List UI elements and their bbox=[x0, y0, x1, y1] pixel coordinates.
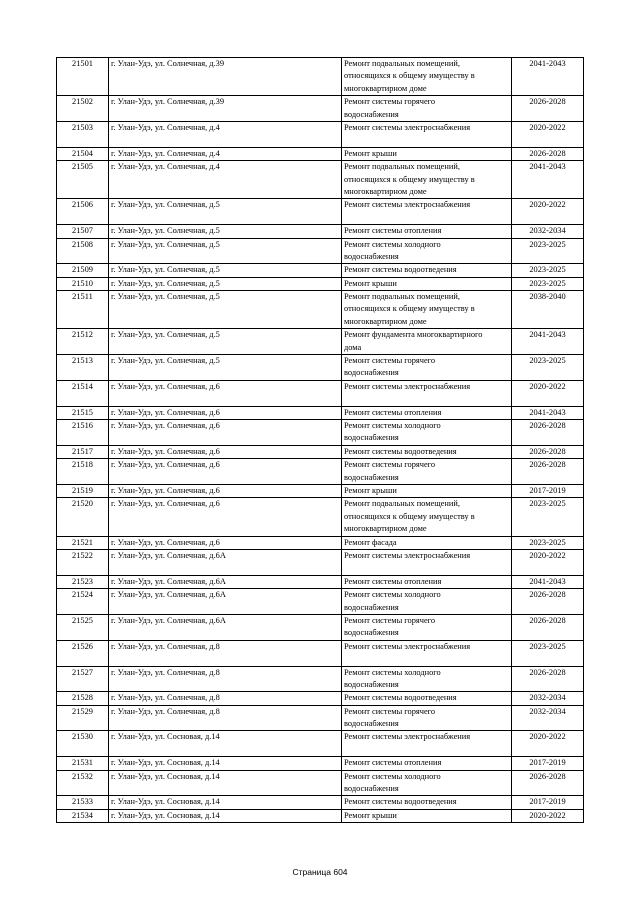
period-cell: 2023-2025 bbox=[512, 264, 584, 277]
table-row bbox=[57, 757, 584, 770]
period-cell: 2020-2022 bbox=[512, 731, 584, 757]
address-cell: г. Улан-Удэ, ул. Солнечная, д.5 bbox=[109, 291, 342, 329]
row-number-cell: 21504 bbox=[57, 147, 109, 160]
address-cell: г. Улан-Удэ, ул. Сосновая, д.14 bbox=[109, 757, 342, 770]
table-row bbox=[57, 575, 584, 588]
address-cell: г. Улан-Удэ, ул. Солнечная, д.5 bbox=[109, 225, 342, 238]
row-number-cell: 21528 bbox=[57, 692, 109, 705]
address-cell: г. Улан-Удэ, ул. Солнечная, д.6 bbox=[109, 406, 342, 419]
work-type-cell bbox=[342, 445, 512, 458]
work-type-line: Ремонт системы горячего bbox=[344, 615, 436, 625]
period-cell: 2041-2043 bbox=[512, 329, 584, 355]
work-type-line: водоснабжения bbox=[344, 628, 399, 638]
table-row bbox=[57, 96, 584, 122]
table-row bbox=[57, 121, 584, 147]
row-number-cell: 21507 bbox=[57, 225, 109, 238]
work-type-line: водоснабжения bbox=[344, 109, 399, 119]
address-cell: г. Улан-Удэ, ул. Солнечная, д.6А bbox=[109, 575, 342, 588]
work-type-line: водоснабжения bbox=[344, 602, 399, 612]
work-type-cell bbox=[342, 238, 512, 264]
table-row bbox=[57, 640, 584, 666]
work-type-line: многоквартирном доме bbox=[344, 186, 427, 196]
work-type-line: относящихся к общему имуществу в bbox=[344, 174, 475, 184]
work-type-line: Ремонт системы электроснабжения bbox=[344, 732, 471, 742]
work-type-cell bbox=[342, 614, 512, 640]
work-type-line: Ремонт системы отопления bbox=[344, 758, 442, 768]
period-cell: 2026-2028 bbox=[512, 459, 584, 485]
work-type-line: водоснабжения bbox=[344, 784, 399, 794]
work-type-cell bbox=[342, 329, 512, 355]
work-type-line: Ремонт системы отопления bbox=[344, 576, 442, 586]
work-type-line: Ремонт системы отопления bbox=[344, 407, 442, 417]
work-type-line: водоснабжения bbox=[344, 433, 399, 443]
row-number-cell: 21534 bbox=[57, 809, 109, 822]
work-type-cell bbox=[342, 549, 512, 575]
row-number-cell: 21509 bbox=[57, 264, 109, 277]
row-number-cell: 21505 bbox=[57, 161, 109, 199]
work-type-cell bbox=[342, 355, 512, 381]
work-type-line: Ремонт системы горячего bbox=[344, 706, 436, 716]
period-cell: 2041-2043 bbox=[512, 58, 584, 96]
work-type-line bbox=[344, 212, 509, 224]
period-cell: 2041-2043 bbox=[512, 406, 584, 419]
work-type-line: многоквартирном доме bbox=[344, 524, 427, 534]
period-cell: 2023-2025 bbox=[512, 355, 584, 381]
address-cell: г. Улан-Удэ, ул. Солнечная, д.6А bbox=[109, 614, 342, 640]
work-type-line: относящихся к общему имуществу в bbox=[344, 304, 475, 314]
table-row bbox=[57, 809, 584, 822]
work-type-line bbox=[344, 134, 509, 146]
table-row bbox=[57, 225, 584, 238]
work-type-line: Ремонт системы холодного bbox=[344, 421, 441, 431]
work-type-cell bbox=[342, 58, 512, 96]
period-cell: 2020-2022 bbox=[512, 549, 584, 575]
address-cell: г. Улан-Удэ, ул. Солнечная, д.4 bbox=[109, 121, 342, 147]
row-number-cell: 21519 bbox=[57, 484, 109, 497]
table-row bbox=[57, 484, 584, 497]
work-type-line: водоснабжения bbox=[344, 679, 399, 689]
address-cell: г. Улан-Удэ, ул. Солнечная, д.8 bbox=[109, 640, 342, 666]
period-cell: 2038-2040 bbox=[512, 291, 584, 329]
address-cell: г. Улан-Удэ, ул. Сосновая, д.14 bbox=[109, 796, 342, 809]
row-number-cell: 21524 bbox=[57, 589, 109, 615]
address-cell: г. Улан-Удэ, ул. Сосновая, д.14 bbox=[109, 731, 342, 757]
row-number-cell: 21511 bbox=[57, 291, 109, 329]
period-cell: 2026-2028 bbox=[512, 445, 584, 458]
period-cell: 2020-2022 bbox=[512, 809, 584, 822]
address-cell: г. Улан-Удэ, ул. Солнечная, д.6 bbox=[109, 420, 342, 446]
period-cell: 2026-2028 bbox=[512, 589, 584, 615]
work-type-line: Ремонт системы электроснабжения bbox=[344, 122, 471, 132]
work-type-cell bbox=[342, 498, 512, 536]
work-type-cell bbox=[342, 731, 512, 757]
work-type-cell bbox=[342, 809, 512, 822]
period-cell: 2032-2034 bbox=[512, 225, 584, 238]
address-cell: г. Улан-Удэ, ул. Солнечная, д.5 bbox=[109, 277, 342, 290]
period-cell: 2041-2043 bbox=[512, 575, 584, 588]
work-type-line bbox=[344, 744, 509, 756]
work-type-line: водоснабжения bbox=[344, 368, 399, 378]
work-type-cell bbox=[342, 406, 512, 419]
table-row bbox=[57, 277, 584, 290]
work-type-line: относящихся к общему имуществу в bbox=[344, 71, 475, 81]
row-number-cell: 21526 bbox=[57, 640, 109, 666]
row-number-cell: 21503 bbox=[57, 121, 109, 147]
work-type-line: относящихся к общему имуществу в bbox=[344, 511, 475, 521]
table-row bbox=[57, 614, 584, 640]
row-number-cell: 21532 bbox=[57, 770, 109, 796]
address-cell: г. Улан-Удэ, ул. Солнечная, д.5 bbox=[109, 329, 342, 355]
work-type-cell bbox=[342, 589, 512, 615]
work-type-line bbox=[344, 653, 509, 665]
period-cell: 2023-2025 bbox=[512, 277, 584, 290]
work-type-line: Ремонт системы холодного bbox=[344, 771, 441, 781]
work-type-line: Ремонт подвальных помещений, bbox=[344, 59, 460, 68]
period-cell: 2023-2025 bbox=[512, 498, 584, 536]
work-type-cell bbox=[342, 666, 512, 692]
period-cell: 2020-2022 bbox=[512, 199, 584, 225]
address-cell: г. Улан-Удэ, ул. Солнечная, д.5 bbox=[109, 238, 342, 264]
row-number-cell: 21525 bbox=[57, 614, 109, 640]
row-number-cell: 21517 bbox=[57, 445, 109, 458]
work-type-cell bbox=[342, 770, 512, 796]
table-row bbox=[57, 589, 584, 615]
table-row bbox=[57, 161, 584, 199]
row-number-cell: 21522 bbox=[57, 549, 109, 575]
address-cell: г. Улан-Удэ, ул. Солнечная, д.6А bbox=[109, 589, 342, 615]
work-type-cell bbox=[342, 640, 512, 666]
period-cell: 2026-2028 bbox=[512, 147, 584, 160]
work-type-cell bbox=[342, 147, 512, 160]
table-row bbox=[57, 549, 584, 575]
work-type-line: многоквартирном доме bbox=[344, 83, 427, 93]
address-cell: г. Улан-Удэ, ул. Солнечная, д.6 bbox=[109, 445, 342, 458]
table-row bbox=[57, 380, 584, 406]
work-type-line bbox=[344, 393, 509, 405]
work-type-line: водоснабжения bbox=[344, 719, 399, 729]
work-type-cell bbox=[342, 277, 512, 290]
row-number-cell: 21515 bbox=[57, 406, 109, 419]
work-type-line: Ремонт крыши bbox=[344, 278, 397, 288]
work-type-line: многоквартирном доме bbox=[344, 316, 427, 326]
work-type-cell bbox=[342, 121, 512, 147]
address-cell: г. Улан-Удэ, ул. Солнечная, д.5 bbox=[109, 355, 342, 381]
table-row bbox=[57, 445, 584, 458]
period-cell: 2026-2028 bbox=[512, 420, 584, 446]
address-cell: г. Улан-Удэ, ул. Солнечная, д.4 bbox=[109, 147, 342, 160]
work-type-line: Ремонт фасада bbox=[344, 537, 397, 547]
row-number-cell: 21510 bbox=[57, 277, 109, 290]
work-type-line: Ремонт подвальных помещений, bbox=[344, 162, 460, 172]
work-type-line: Ремонт системы водоотведения bbox=[344, 446, 457, 456]
address-cell: г. Улан-Удэ, ул. Сосновая, д.14 bbox=[109, 770, 342, 796]
row-number-cell: 21529 bbox=[57, 705, 109, 731]
work-type-line: Ремонт системы электроснабжения bbox=[344, 641, 471, 651]
work-type-line: Ремонт системы водоотведения bbox=[344, 265, 457, 275]
work-type-cell bbox=[342, 96, 512, 122]
address-cell: г. Улан-Удэ, ул. Солнечная, д.39 bbox=[109, 96, 342, 122]
table-row bbox=[57, 796, 584, 809]
page-number: Страница 604 bbox=[292, 867, 348, 877]
work-type-cell bbox=[342, 199, 512, 225]
work-type-cell bbox=[342, 757, 512, 770]
address-cell: г. Улан-Удэ, ул. Солнечная, д.8 bbox=[109, 666, 342, 692]
work-type-line: Ремонт крыши bbox=[344, 148, 397, 158]
work-type-line: Ремонт системы холодного bbox=[344, 239, 441, 249]
work-type-line: Ремонт фундамента многоквартирного bbox=[344, 330, 483, 340]
work-type-line: Ремонт системы электроснабжения bbox=[344, 550, 471, 560]
period-cell: 2041-2043 bbox=[512, 161, 584, 199]
address-cell: г. Улан-Удэ, ул. Сосновая, д.14 bbox=[109, 809, 342, 822]
table-row bbox=[57, 264, 584, 277]
work-type-cell bbox=[342, 484, 512, 497]
period-cell: 2032-2034 bbox=[512, 692, 584, 705]
period-cell: 2017-2019 bbox=[512, 796, 584, 809]
row-number-cell: 21502 bbox=[57, 96, 109, 122]
address-cell: г. Улан-Удэ, ул. Солнечная, д.39 bbox=[109, 58, 342, 96]
address-cell: г. Улан-Удэ, ул. Солнечная, д.4 bbox=[109, 161, 342, 199]
table-row bbox=[57, 291, 584, 329]
table-row bbox=[57, 459, 584, 485]
address-cell: г. Улан-Удэ, ул. Солнечная, д.8 bbox=[109, 705, 342, 731]
table-row bbox=[57, 420, 584, 446]
work-type-line: водоснабжения bbox=[344, 251, 399, 261]
table-row bbox=[57, 498, 584, 536]
table-row bbox=[57, 770, 584, 796]
work-type-cell bbox=[342, 291, 512, 329]
address-cell: г. Улан-Удэ, ул. Солнечная, д.5 bbox=[109, 199, 342, 225]
table-row bbox=[57, 238, 584, 264]
work-type-line: дома bbox=[344, 342, 362, 352]
row-number-cell: 21514 bbox=[57, 380, 109, 406]
work-type-cell bbox=[342, 536, 512, 549]
work-type-cell bbox=[342, 264, 512, 277]
address-cell: г. Улан-Удэ, ул. Солнечная, д.6 bbox=[109, 380, 342, 406]
address-cell: г. Улан-Удэ, ул. Солнечная, д.5 bbox=[109, 264, 342, 277]
period-cell: 2026-2028 bbox=[512, 96, 584, 122]
table-row bbox=[57, 692, 584, 705]
row-number-cell: 21523 bbox=[57, 575, 109, 588]
address-cell: г. Улан-Удэ, ул. Солнечная, д.6А bbox=[109, 549, 342, 575]
address-cell: г. Улан-Удэ, ул. Солнечная, д.6 bbox=[109, 498, 342, 536]
work-type-line: Ремонт подвальных помещений, bbox=[344, 292, 460, 302]
period-cell: 2017-2019 bbox=[512, 757, 584, 770]
table-row bbox=[57, 705, 584, 731]
work-type-line: Ремонт системы горячего bbox=[344, 460, 436, 470]
row-number-cell: 21527 bbox=[57, 666, 109, 692]
address-cell: г. Улан-Удэ, ул. Солнечная, д.6 bbox=[109, 484, 342, 497]
table-row bbox=[57, 199, 584, 225]
address-cell: г. Улан-Удэ, ул. Солнечная, д.6 bbox=[109, 536, 342, 549]
period-cell: 2020-2022 bbox=[512, 121, 584, 147]
row-number-cell: 21533 bbox=[57, 796, 109, 809]
period-cell: 2032-2034 bbox=[512, 705, 584, 731]
work-type-cell bbox=[342, 796, 512, 809]
table-row bbox=[57, 329, 584, 355]
address-cell: г. Улан-Удэ, ул. Солнечная, д.6 bbox=[109, 459, 342, 485]
period-cell: 2026-2028 bbox=[512, 666, 584, 692]
work-type-cell bbox=[342, 161, 512, 199]
work-type-line: Ремонт системы отопления bbox=[344, 226, 442, 236]
work-type-cell bbox=[342, 459, 512, 485]
row-number-cell: 21513 bbox=[57, 355, 109, 381]
row-number-cell: 21531 bbox=[57, 757, 109, 770]
work-type-cell bbox=[342, 575, 512, 588]
table-row bbox=[57, 536, 584, 549]
work-type-line: Ремонт системы водоотведения bbox=[344, 797, 457, 807]
period-cell: 2017-2019 bbox=[512, 484, 584, 497]
row-number-cell: 21530 bbox=[57, 731, 109, 757]
work-schedule-table bbox=[56, 57, 584, 823]
work-type-line: Ремонт системы электроснабжения bbox=[344, 381, 471, 391]
row-number-cell: 21501 bbox=[57, 58, 109, 96]
period-cell: 2023-2025 bbox=[512, 640, 584, 666]
work-type-line: Ремонт крыши bbox=[344, 485, 397, 495]
work-type-cell bbox=[342, 380, 512, 406]
work-type-line: Ремонт системы электроснабжения bbox=[344, 200, 471, 210]
address-cell: г. Улан-Удэ, ул. Солнечная, д.8 bbox=[109, 692, 342, 705]
work-type-line: Ремонт системы холодного bbox=[344, 667, 441, 677]
work-type-cell bbox=[342, 692, 512, 705]
work-type-line: Ремонт подвальных помещений, bbox=[344, 499, 460, 509]
table-row bbox=[57, 147, 584, 160]
period-cell: 2020-2022 bbox=[512, 380, 584, 406]
row-number-cell: 21518 bbox=[57, 459, 109, 485]
work-type-cell bbox=[342, 705, 512, 731]
row-number-cell: 21512 bbox=[57, 329, 109, 355]
work-type-line: Ремонт крыши bbox=[344, 810, 397, 820]
row-number-cell: 21521 bbox=[57, 536, 109, 549]
row-number-cell: 21520 bbox=[57, 498, 109, 536]
table-body bbox=[57, 58, 584, 823]
work-type-line: Ремонт системы холодного bbox=[344, 590, 441, 600]
row-number-cell: 21516 bbox=[57, 420, 109, 446]
work-type-line: Ремонт системы водоотведения bbox=[344, 693, 457, 703]
table-row bbox=[57, 406, 584, 419]
period-cell: 2023-2025 bbox=[512, 536, 584, 549]
table-row bbox=[57, 355, 584, 381]
table-row bbox=[57, 58, 584, 96]
work-type-line: Ремонт системы горячего bbox=[344, 97, 436, 107]
row-number-cell: 21506 bbox=[57, 199, 109, 225]
work-type-line: Ремонт системы горячего bbox=[344, 356, 436, 366]
table-row bbox=[57, 731, 584, 757]
work-type-line: водоснабжения bbox=[344, 472, 399, 482]
period-cell: 2026-2028 bbox=[512, 770, 584, 796]
period-cell: 2023-2025 bbox=[512, 238, 584, 264]
period-cell: 2026-2028 bbox=[512, 614, 584, 640]
table-row bbox=[57, 666, 584, 692]
work-type-cell bbox=[342, 225, 512, 238]
row-number-cell: 21508 bbox=[57, 238, 109, 264]
work-type-line bbox=[344, 562, 509, 574]
work-type-cell bbox=[342, 420, 512, 446]
